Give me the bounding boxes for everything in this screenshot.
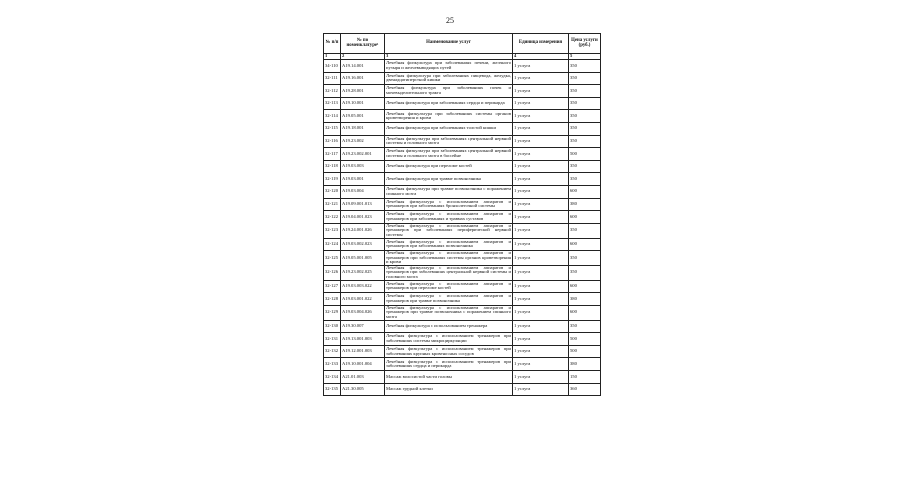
service-code: A19.03.004: [341, 185, 385, 198]
unit: 1 услуга: [513, 345, 569, 358]
row-number: 32-128: [324, 293, 341, 306]
service-code: A19.03.001: [341, 173, 385, 186]
table-row: [324, 305, 601, 320]
table-row: [324, 383, 601, 396]
unit: 1 услуга: [513, 333, 569, 346]
price: 350: [569, 97, 601, 110]
service-name: Лечебная физкультура при травме позвоночника с поражением спинного мозга: [385, 185, 513, 198]
row-number: 32-127: [324, 280, 341, 293]
table-row: [324, 72, 601, 85]
service-code: A19.03.004.026: [341, 305, 385, 320]
unit: 1 услуга: [513, 122, 569, 135]
service-name: Лечебная физкультура с использованием тренажеров при заболеваниях сердца и перикарда: [385, 358, 513, 371]
service-name: Лечебная физкультура при заболеваниях сердца и перикарда: [385, 97, 513, 110]
price: 350: [569, 173, 601, 186]
service-code: A19.12.001.003: [341, 345, 385, 358]
table-row: [324, 320, 601, 333]
service-name: Лечебная физкультура с использованием тренажеров при заболеваниях системы микроциркуляции: [385, 333, 513, 346]
unit: 1 услуга: [513, 135, 569, 148]
price: 350: [569, 160, 601, 173]
row-number: 32-116: [324, 135, 341, 148]
row-number: 32-133: [324, 358, 341, 371]
price: 380: [569, 358, 601, 371]
unit: 1 услуга: [513, 320, 569, 333]
price: 600: [569, 280, 601, 293]
price: 600: [569, 238, 601, 251]
service-code: A19.23.002.025: [341, 265, 385, 280]
price: 380: [569, 293, 601, 306]
service-name: Лечебная физкультура при заболеваниях системы органов кроветворения и крови: [385, 110, 513, 123]
price: 350: [569, 135, 601, 148]
unit: 1 услуга: [513, 198, 569, 211]
row-number: 32-124: [324, 238, 341, 251]
service-code: A19.03.003.022: [341, 280, 385, 293]
table-row: [324, 148, 601, 161]
service-name: Лечебная физкультура с использованием тренажеров при заболеваниях крупных кровеносных сосудов: [385, 345, 513, 358]
unit: 1 услуга: [513, 371, 569, 384]
table-row: [324, 333, 601, 346]
table-row: [324, 185, 601, 198]
price: 350: [569, 72, 601, 85]
service-code: A19.10.001: [341, 97, 385, 110]
unit: 1 услуга: [513, 110, 569, 123]
row-number: 34-110: [324, 60, 341, 73]
table-body: [324, 60, 601, 396]
service-code: A19.24.001.026: [341, 223, 385, 238]
service-code: A19.23.002.001: [341, 148, 385, 161]
price: 500: [569, 333, 601, 346]
unit: 1 услуга: [513, 293, 569, 306]
header-code: № по номенклатуре¹: [341, 34, 385, 54]
row-number: 32-115: [324, 122, 341, 135]
price: 350: [569, 122, 601, 135]
unit: 1 услуга: [513, 223, 569, 238]
price: 350: [569, 223, 601, 238]
table-row: [324, 135, 601, 148]
table-row: [324, 358, 601, 371]
row-number: 32-122: [324, 211, 341, 224]
row-number: 32-134: [324, 371, 341, 384]
row-number: 32-129: [324, 305, 341, 320]
service-code: A19.28.001: [341, 85, 385, 98]
row-number: 32-123: [324, 223, 341, 238]
service-code: A19.09.001.013: [341, 198, 385, 211]
header-price: Цена услуги (руб.): [569, 34, 601, 54]
unit: 1 услуга: [513, 251, 569, 266]
unit: 1 услуга: [513, 72, 569, 85]
unit: 1 услуга: [513, 173, 569, 186]
service-name: Лечебная физкультура с использованием аппаратов и тренажеров при травме позвоночника: [385, 293, 513, 306]
unit: 1 услуга: [513, 211, 569, 224]
row-number: 32-114: [324, 110, 341, 123]
table-row: [324, 60, 601, 73]
row-number: 32-130: [324, 320, 341, 333]
row-number: 32-113: [324, 97, 341, 110]
row-number: 32-118: [324, 160, 341, 173]
unit: 1 услуга: [513, 160, 569, 173]
price: 350: [569, 320, 601, 333]
unit: 1 услуга: [513, 265, 569, 280]
unit: 1 услуга: [513, 238, 569, 251]
service-code: A19.16.001: [341, 72, 385, 85]
service-code: A21.30.005: [341, 383, 385, 396]
service-name: Лечебная физкультура с использованием тренажера: [385, 320, 513, 333]
service-code: A19.23.002: [341, 135, 385, 148]
table-row: [324, 280, 601, 293]
service-name: Лечебная физкультура с использованием аппаратов и тренажеров при заболеваниях системы органов кроветворения и крови: [386, 250, 511, 265]
row-number: 32-121: [324, 198, 341, 211]
service-code: A19.14.001: [341, 60, 385, 73]
table-row: [324, 97, 601, 110]
service-name: Лечебная физкультура при переломе костей: [385, 160, 513, 173]
service-code: A19.13.001.003: [341, 333, 385, 346]
table-row: [324, 122, 601, 135]
header-unit: Единица измерения: [513, 34, 569, 54]
service-name: Лечебная физкультура с использованием аппаратов и тренажеров при заболеваниях и травмах суставов: [385, 211, 513, 224]
row-number: 32-112: [324, 85, 341, 98]
column-number: 5: [569, 54, 601, 60]
table-row: [324, 238, 601, 251]
column-number: 3: [385, 54, 513, 60]
unit: 1 услуга: [513, 185, 569, 198]
service-code: A19.05.001: [341, 110, 385, 123]
row-number: 32-135: [324, 383, 341, 396]
service-code: A19.03.003: [341, 160, 385, 173]
unit: 1 услуга: [513, 305, 569, 320]
service-name: Лечебная физкультура с использованием аппаратов и тренажеров при заболеваниях периферической нервной системы: [386, 223, 511, 237]
price: 350: [569, 85, 601, 98]
page-number: 25: [446, 16, 454, 25]
table-header-row: [324, 34, 601, 54]
price: 350: [569, 60, 601, 73]
price: 350: [569, 110, 601, 123]
table-row: [324, 371, 601, 384]
table-row: [324, 198, 601, 211]
column-number: 1: [324, 54, 341, 60]
price: 500: [569, 148, 601, 161]
table-row: [324, 110, 601, 123]
unit: 1 услуга: [513, 383, 569, 396]
unit: 1 услуга: [513, 97, 569, 110]
service-name: Лечебная физкультура при заболеваниях печени, желчного пузыря и желчевыводящих путей: [385, 60, 513, 73]
row-number: 32-119: [324, 173, 341, 186]
service-code: A19.03.001.022: [341, 293, 385, 306]
row-number: 32-120: [324, 185, 341, 198]
row-number: 32-131: [324, 333, 341, 346]
table-row: [324, 211, 601, 224]
table-row: [324, 251, 601, 266]
service-code: A19.03.002.023: [341, 238, 385, 251]
service-name: Массаж грудной клетки: [385, 383, 513, 396]
service-name: Массаж волосистой части головы: [385, 371, 513, 384]
table-row: [324, 85, 601, 98]
service-code: A19.30.007: [341, 320, 385, 333]
service-code: A19.10.001.004: [341, 358, 385, 371]
unit: 1 услуга: [513, 280, 569, 293]
price: 350: [569, 265, 601, 280]
table-row: [324, 265, 601, 280]
row-number: 32-117: [324, 148, 341, 161]
column-number: 4: [513, 54, 569, 60]
price: 350: [569, 251, 601, 266]
price: 380: [569, 198, 601, 211]
service-name: Лечебная физкультура с использованием аппаратов и тренажеров при заболеваниях бронхолегочной системы: [385, 198, 513, 211]
row-number: 32-111: [324, 72, 341, 85]
table-row: [324, 223, 601, 238]
service-name: Лечебная физкультура при заболеваниях центральной нервной системы и головного мозга: [385, 135, 513, 148]
table-row: [324, 173, 601, 186]
service-code: A19.04.001.023: [341, 211, 385, 224]
price: 600: [569, 185, 601, 198]
price-table: [323, 33, 601, 396]
service-name: Лечебная физкультура при заболеваниях толстой кишки: [385, 122, 513, 135]
service-name: Лечебная физкультура при заболеваниях почек и мочевыделительного тракта: [385, 85, 513, 98]
table-row: [324, 160, 601, 173]
service-name: Лечебная физкультура с использованием аппаратов и тренажеров при заболеваниях позвоночника: [385, 238, 513, 251]
service-name: Лечебная физкультура с использованием аппаратов и тренажеров при травме позвоночника с поражением спинного мозга: [386, 305, 511, 320]
price: 360: [569, 383, 601, 396]
service-name: Лечебная физкультура с использованием аппаратов и тренажеров при переломе костей: [385, 280, 513, 293]
table-row: [324, 293, 601, 306]
price: 600: [569, 211, 601, 224]
service-name: Лечебная физкультура с использованием аппаратов и тренажеров при заболеваниях центральной нервной системы и головного мозга: [386, 265, 511, 280]
service-name: Лечебная физкультура при заболеваниях центральной нервной системы и головного мозга в бассейне: [385, 148, 513, 161]
unit: 1 услуга: [513, 358, 569, 371]
unit: 1 услуга: [513, 148, 569, 161]
row-number: 32-125: [324, 251, 341, 266]
row-number: 32-126: [324, 265, 341, 280]
service-code: A19.18.001: [341, 122, 385, 135]
service-name: Лечебная физкультура при заболеваниях пищевода, желудка, двенадцатиперстной кишки: [385, 72, 513, 85]
header-name: Наименование услуг: [385, 34, 513, 54]
column-number: 2: [341, 54, 385, 60]
price: 150: [569, 371, 601, 384]
header-number: № п/п: [324, 34, 341, 54]
price: 600: [569, 305, 601, 320]
unit: 1 услуга: [513, 85, 569, 98]
unit: 1 услуга: [513, 60, 569, 73]
service-code: A19.05.001.005: [341, 251, 385, 266]
table-row: [324, 345, 601, 358]
price: 500: [569, 345, 601, 358]
row-number: 32-132: [324, 345, 341, 358]
service-name: Лечебная физкультура при травме позвоночника: [385, 173, 513, 186]
service-code: A21.01.003: [341, 371, 385, 384]
